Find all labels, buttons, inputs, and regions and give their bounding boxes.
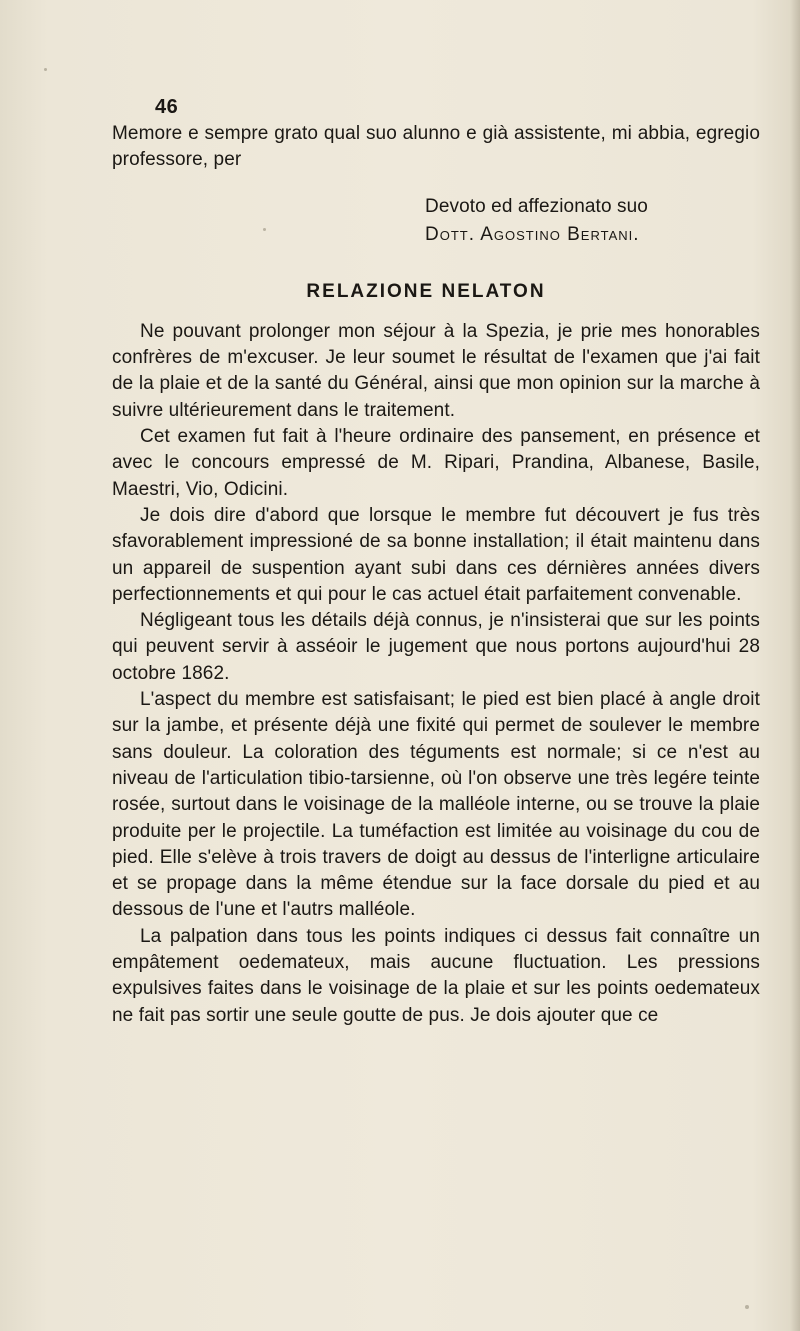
paragraph-1: Ne pouvant prolonger mon séjour à la Spezia, je prie mes honorables confrères de m'excuser. Je leur soumet le résultat de l'examen que j'ai fait de la plaie et de la santé du Général, ainsi que mon opinion sur la marche à suivre ultérieurement dans le traitement. <box>112 320 760 421</box>
letter-closing: Memore e sempre grato qual suo alunno e già assistente, mi abbia, egregio professore, per <box>112 123 760 171</box>
section-title: RELAZIONE NELATON <box>306 280 546 302</box>
paragraph-5: L'aspect du membre est satisfaisant; le pied est bien placé à angle droit sur la jambe, et présente déjà une fixité qui permet de soulever le membre sans douleur. La coloration des téguments est normale; si ce n'est au niveau de l'articulation tibio-tarsienne, où l'on observe une très legére teinte rosée, surtout dans le voisinage de la malléole interne, ou se trouve la plaie produite per le projectile. La tuméfaction est limitée au voisinage du cou de pied. Elle s'elève à trois travers de doigt au dessus de l'interligne articulaire et se propage dans la même étendue sur la face dorsale du pied et au dessous de l'une et l'autrs malléole. <box>112 689 760 921</box>
signature-line-2: Dott. Agostino Bertani. <box>425 223 640 245</box>
paper-speck <box>745 1305 749 1309</box>
page-edge-shadow <box>790 0 800 1331</box>
paragraph-6: La palpation dans tous les points indiques ci dessus fait connaître un empâtement oedemateux, mais aucune fluctuation. Les pressions expulsives faites dans le voisinage de la plaie et sur les points oedemateux ne fait pas sortir une seule goutte de pus. Je dois ajouter que ce <box>112 925 760 1026</box>
paragraph-4: Négligeant tous les détails déjà connus, je n'insisterai que sur les points qui peuvent servir à asséoir le jugement que nous portons aujourd'hui 28 octobre 1862. <box>112 610 760 684</box>
signature-block <box>425 193 760 249</box>
signature-line-1: Devoto ed affezionato suo <box>425 195 648 217</box>
paragraph-2: Cet examen fut fait à l'heure ordinaire des pansement, en présence et avec le concours empressé de M. Ripari, Prandina, Albanese, Basile, Maestri, Vio, Odicini. <box>112 426 760 500</box>
paper-speck <box>44 68 47 71</box>
text-body <box>112 95 760 1029</box>
paragraph-3: Je dois dire d'abord que lorsque le membre fut découvert je fus très sfavorablement impressioné de sa bonne installation; il était maintenu dans un appareil de suspention ayant subi dans ces dérnières années divers perfectionnements et qui pour le cas actuel était parfaitement convenable. <box>112 504 760 605</box>
paper-speck <box>263 228 266 231</box>
page-number: 46 <box>155 96 179 118</box>
